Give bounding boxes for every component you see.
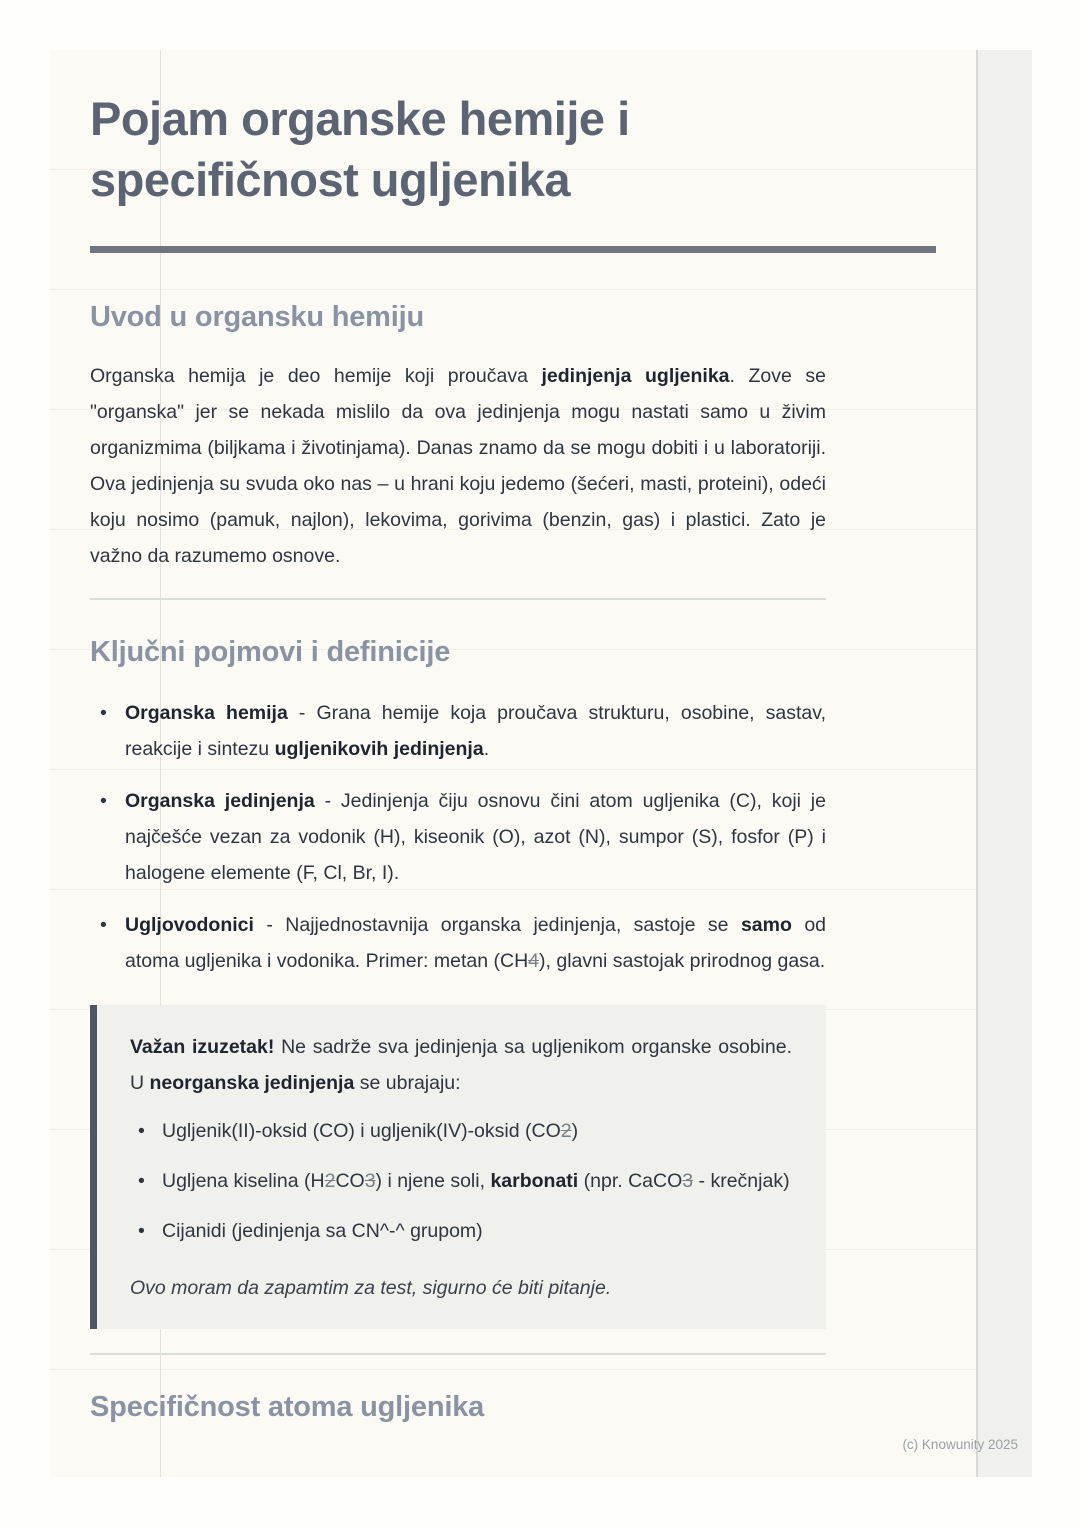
struck-subscript: 4 — [528, 950, 540, 973]
list-item — [90, 695, 826, 767]
text-run: - Jedinjenja čiju osnovu čini atom ugljenika (C), koji je najčešće vezan za vodonik (H), kiseonik (O), azot (N), sumpor (S), fosfor (P) i halogene elemente (F, Cl, Br, I). — [125, 790, 826, 885]
list-item — [130, 1163, 792, 1199]
section-divider — [90, 1353, 826, 1355]
text-run: Ugljena kiselina (H — [162, 1170, 325, 1193]
bold-run: karbonati — [490, 1170, 579, 1193]
page-title: Pojam organske hemije i specifičnost ugljenika — [90, 92, 630, 207]
term-label: Organska hemija — [125, 702, 288, 725]
callout-note: Ovo moram da zapamtim za test, sigurno će biti pitanje. — [130, 1277, 612, 1300]
page-content — [90, 50, 826, 1424]
text-run: od atoma ugljenika i vodonika. Primer: metan (CH — [125, 914, 827, 973]
list-item — [130, 1113, 792, 1149]
important-note-callout — [90, 1005, 826, 1329]
struck-subscript: 2 — [324, 1170, 336, 1193]
struck-subscript: 3 — [682, 1170, 694, 1193]
list-item — [90, 783, 826, 891]
text-run: - Najjednostavnija organska jedinjenja, sastoje se — [253, 914, 741, 937]
bold-run: Važan izuzetak! — [130, 1036, 275, 1059]
list-item — [130, 1213, 792, 1249]
text-run: CO — [335, 1170, 365, 1193]
bold-run: ugljenikovih jedinjenja — [274, 738, 484, 761]
text-run: ) i njene soli, — [375, 1170, 491, 1193]
title-divider — [90, 246, 936, 253]
text-run: Cijanidi (jedinjenja sa CN^-^ grupom) — [162, 1220, 483, 1243]
text-run: Ugljenik(II)-oksid (CO) i ugljenik(IV)-oksid (CO — [162, 1120, 561, 1143]
text-run: - Grana hemije koja proučava strukturu, osobine, sastav, reakcije i sintezu — [125, 702, 826, 761]
text-run: - krečnjak) — [693, 1170, 790, 1193]
text-run: ), glavni sastojak prirodnog gasa. — [539, 950, 826, 973]
notebook-page — [50, 50, 976, 1477]
section-divider — [90, 598, 826, 600]
text-run: ) — [571, 1120, 579, 1143]
next-page-edge — [976, 50, 1032, 1477]
struck-subscript: 3 — [364, 1170, 376, 1193]
term-label: Ugljovodonici — [125, 914, 254, 937]
text-run: . — [483, 738, 490, 761]
section-heading-specificity: Specifičnost atoma ugljenika — [90, 1391, 485, 1424]
copyright-watermark: (c) Knowunity 2025 — [902, 1437, 1018, 1452]
intro-paragraph — [90, 358, 826, 574]
text-run: Ne sadrže sva jedinjenja sa ugljenikom organske osobine. U — [130, 1036, 793, 1095]
section-heading-intro: Uvod u organsku hemiju — [90, 301, 424, 334]
callout-list — [130, 1113, 792, 1249]
text-run: Organska hemija je deo hemije koji proučava — [90, 365, 542, 388]
list-item — [90, 907, 826, 979]
bold-run: neorganska jedinjenja — [149, 1072, 355, 1095]
text-run: (npr. CaCO — [578, 1170, 683, 1193]
bold-run: jedinjenja ugljenika — [541, 365, 730, 388]
term-label: Organska jedinjenja — [125, 790, 315, 813]
bold-run: samo — [740, 914, 792, 937]
text-run: se ubrajaju: — [354, 1072, 461, 1095]
callout-lead-paragraph — [130, 1029, 792, 1101]
struck-subscript: 2 — [560, 1120, 572, 1143]
definitions-list — [90, 695, 826, 979]
section-heading-terms: Ključni pojmovi i definicije — [90, 636, 451, 669]
text-run: . Zove se "organska" jer se nekada mislilo da ova jedinjenja mogu nastati samo u živim organizmima (biljkama i životinjama). Danas znamo da se mogu dobiti i u laboratoriji. Ova jedinjenja su svuda oko nas – u hrani koju jedemo (šećeri, masti, proteini), odeći koju nosimo (pamuk, najlon), lekovima, gorivima (benzin, gas) i plastici. Zato je važno da razumemo osnove. — [90, 365, 827, 568]
